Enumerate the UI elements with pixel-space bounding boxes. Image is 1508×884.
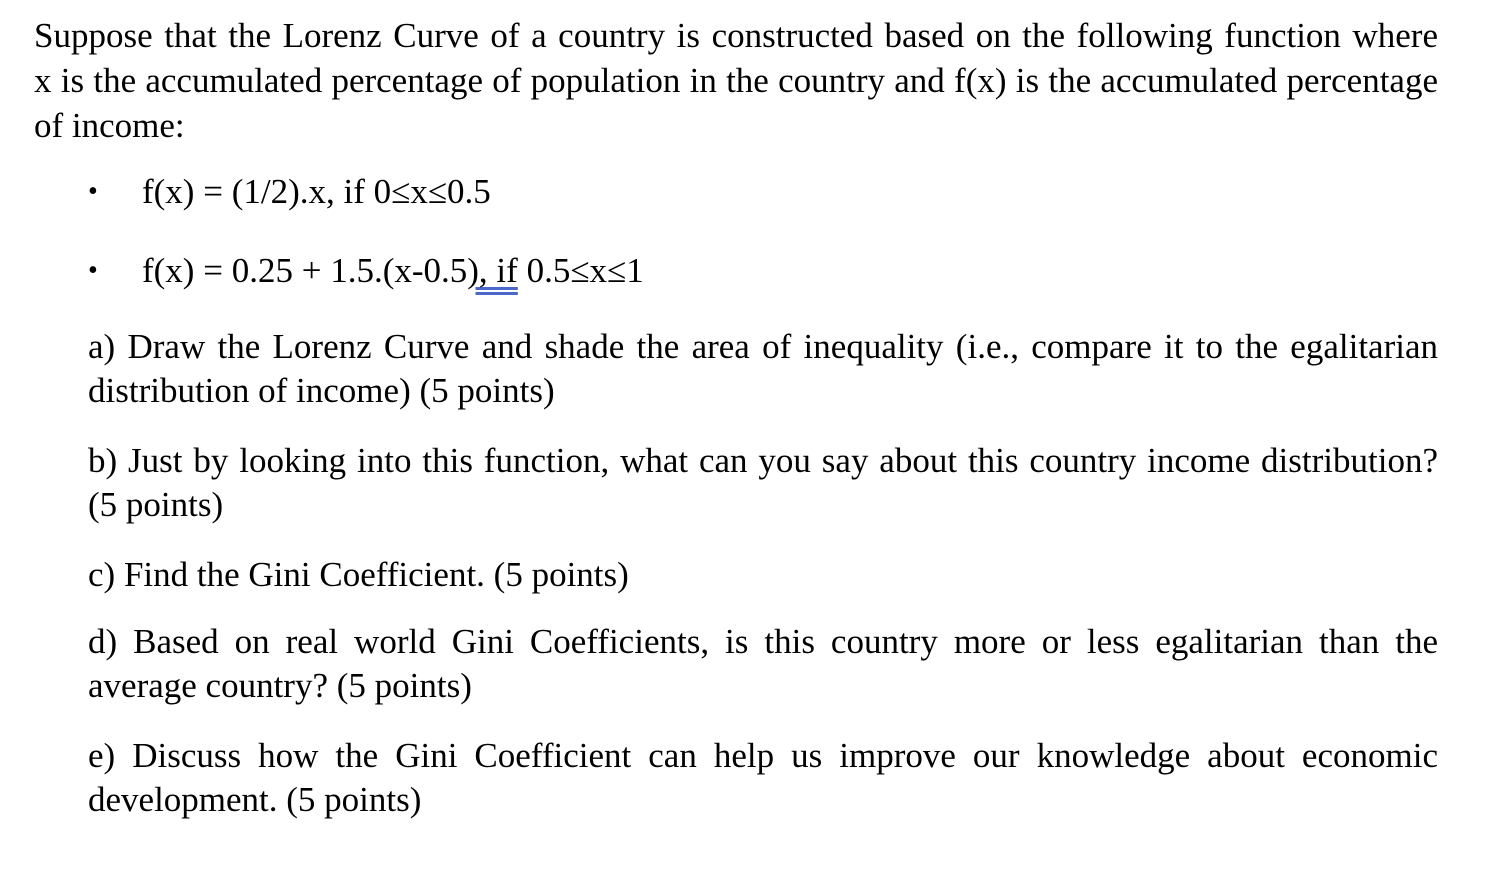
question-b (88, 439, 1438, 527)
question-a-line-1: a) Draw the Lorenz Curve and shade the area of inequality (i.e., compare it to the egalitarian (88, 327, 1438, 366)
question-a (88, 325, 1438, 413)
question-e-line-1: e) Discuss how the Gini Coefficient can help us improve our knowledge about economic (88, 736, 1438, 775)
bullet-icon: • (88, 255, 98, 286)
intro-line-2: x is the accumulated percentage of population in the country and f(x) is the accumulated percentage (34, 61, 1438, 100)
question-b-line-1: b) Just by looking into this function, what can you say about this country income distribution? (88, 441, 1438, 480)
intro-line-3: of income: (34, 106, 185, 145)
formula-piece-2-prefix: f(x) = 0.25 + 1.5.(x-0.5 (142, 251, 468, 290)
intro-paragraph (34, 13, 1438, 148)
question-c-line-1: c) Find the Gini Coefficient. (5 points) (88, 555, 629, 594)
question-d-line-2: average country? (5 points) (88, 666, 472, 705)
question-e (88, 734, 1438, 822)
formula-piece-2 (142, 246, 644, 296)
intro-line-1: Suppose that the Lorenz Curve of a country is constructed based on the following function where (34, 16, 1438, 55)
formula-piece-1: f(x) = (1/2).x, if 0≤x≤0.5 (142, 172, 491, 211)
question-e-line-2: development. (5 points) (88, 780, 422, 819)
question-c (88, 553, 1438, 597)
question-d-line-1: d) Based on real world Gini Coefficients, is this country more or less egalitarian than the (88, 622, 1438, 661)
question-d (88, 620, 1438, 708)
bullet-icon: • (88, 176, 98, 207)
question-a-line-2: distribution of income) (5 points) (88, 371, 555, 410)
question-b-line-2: (5 points) (88, 485, 224, 524)
grammar-flagged-text: ), if (467, 251, 518, 290)
formula-piece-2-suffix: 0.5≤x≤1 (517, 251, 644, 290)
